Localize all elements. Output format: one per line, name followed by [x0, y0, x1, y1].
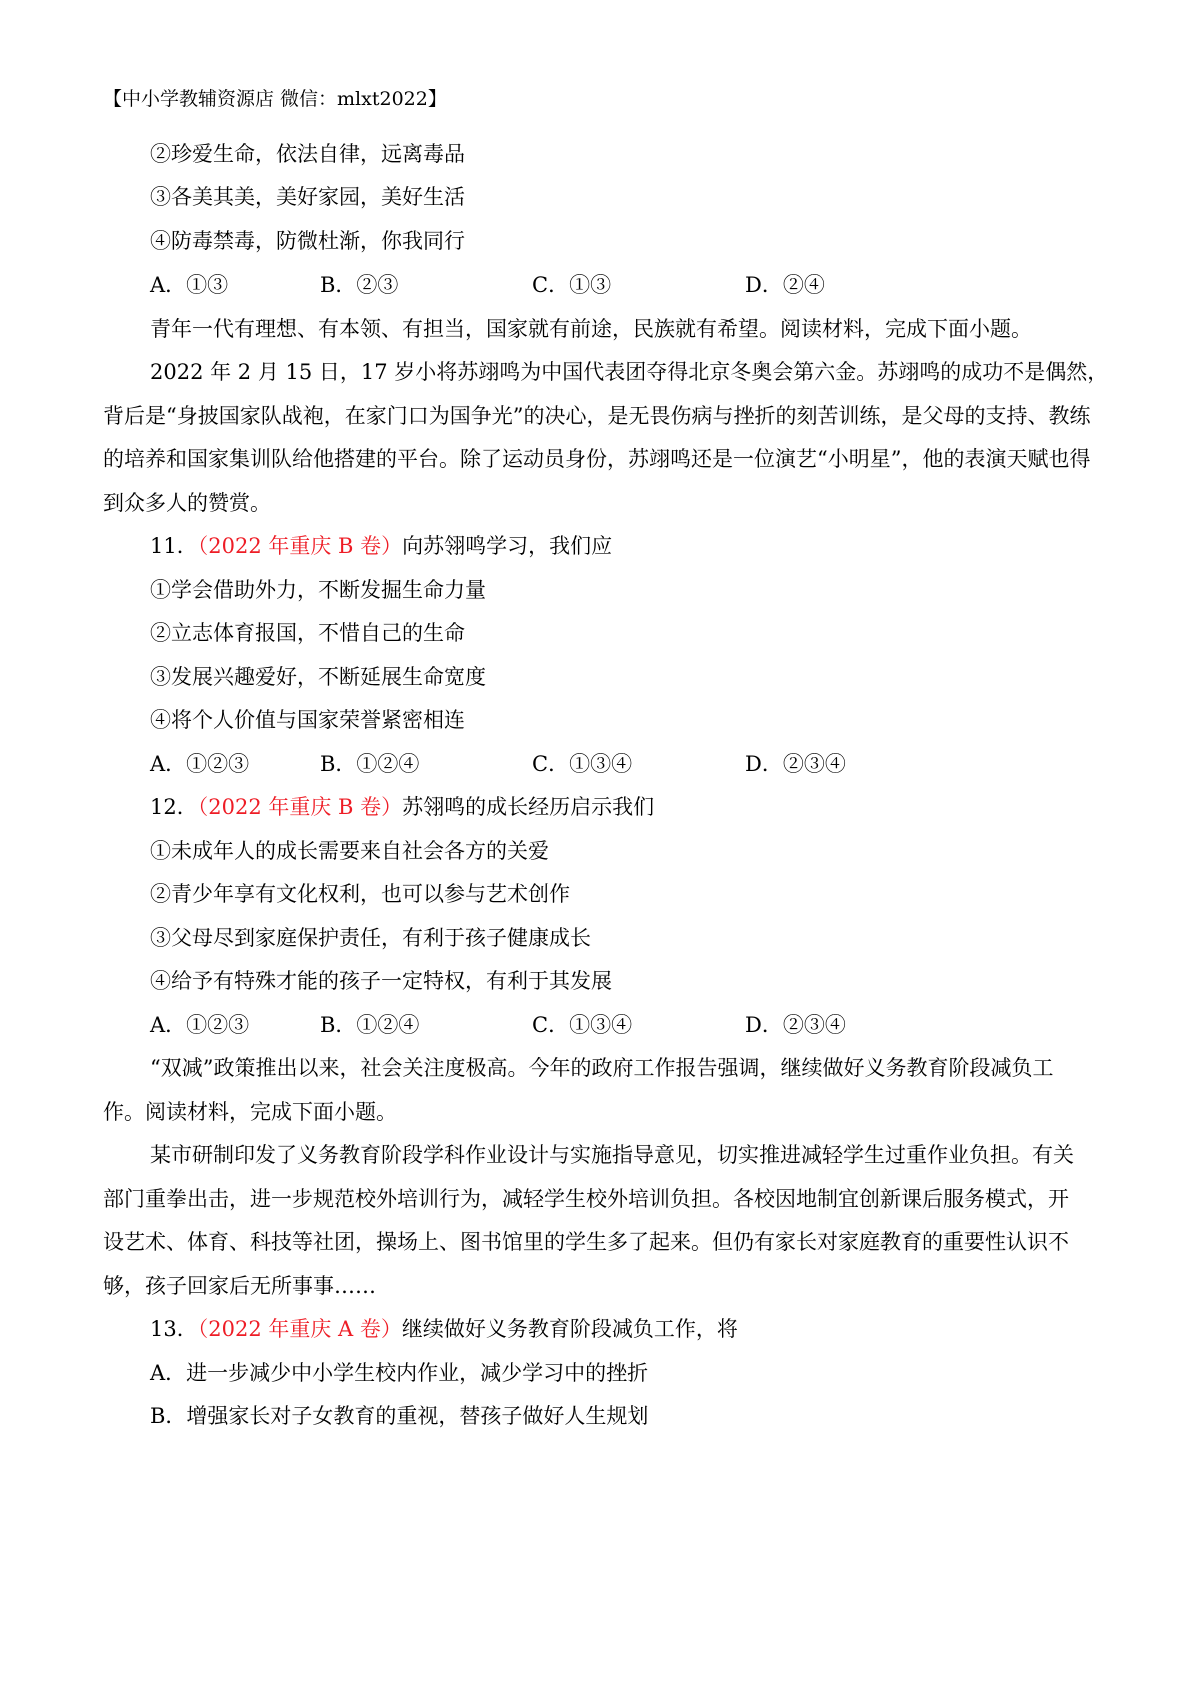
reading-intro: “双减”政策推出以来，社会关注度极高。今年的政府工作报告强调，继续做好义务教育阶段减负工 — [150, 1056, 1054, 1080]
question-stem: 向苏翎鸣学习，我们应 — [402, 534, 613, 558]
choice-b: B．①②④ — [320, 752, 420, 776]
option-item: ④防毒禁毒，防微杜渐，你我同行 — [150, 229, 465, 253]
choice-b: B．①②④ — [320, 1013, 420, 1037]
option-item: ④给予有特殊才能的孩子一定特权，有利于其发展 — [150, 969, 612, 993]
choice-d: D．②③④ — [745, 752, 846, 776]
choice-d: D．②④ — [745, 273, 825, 297]
reading-intro: 青年一代有理想、有本领、有担当，国家就有前途，民族就有希望。阅读材料，完成下面小题。 — [150, 317, 1032, 341]
choice-c: C．①③ — [532, 273, 612, 297]
option-item: ③发展兴趣爱好，不断延展生命宽度 — [150, 665, 486, 689]
question-number: 13． — [150, 1317, 198, 1341]
material-line: 设艺术、体育、科技等社团，操场上、图书馆里的学生多了起来。但仍有家长对家庭教育的重要性认识不 — [103, 1230, 1069, 1254]
option-item: ②珍爱生命，依法自律，远离毒品 — [150, 142, 465, 166]
choice-a: A．①②③ — [150, 1013, 250, 1037]
choice-a: A．①②③ — [150, 752, 250, 776]
question-12 — [150, 792, 654, 822]
choice-d: D．②③④ — [745, 1013, 846, 1037]
question-source: （2022 年重庆 B 卷） — [197, 795, 403, 819]
choice-a: A．①③ — [150, 273, 229, 297]
material-line: 部门重拳出击，进一步规范校外培训行为，减轻学生校外培训负担。各校因地制宜创新课后服务模式，开 — [103, 1187, 1069, 1211]
option-item: B．增强家长对子女教育的重视，替孩子做好人生规划 — [150, 1404, 649, 1428]
material-line: 2022 年 2 月 15 日，17 岁小将苏翊鸣为中国代表团夺得北京冬奥会第六金。苏翊鸣的成功不是偶然， — [150, 360, 1109, 384]
choice-c: C．①③④ — [532, 1013, 633, 1037]
material-line: 某市研制印发了义务教育阶段学科作业设计与实施指导意见，切实推进减轻学生过重作业负担。有关 — [150, 1143, 1074, 1167]
question-stem: 继续做好义务教育阶段减负工作，将 — [401, 1317, 738, 1341]
choice-c: C．①③④ — [532, 752, 633, 776]
material-line: 背后是“身披国家队战袍，在家门口为国争光”的决心，是无畏伤病与挫折的刻苦训练，是父母的支持、教练 — [103, 404, 1091, 428]
option-item: ②立志体育报国，不惜自己的生命 — [150, 621, 465, 645]
option-item: ③父母尽到家庭保护责任，有利于孩子健康成长 — [150, 926, 591, 950]
question-number: 11． — [150, 534, 198, 558]
question-source: （2022 年重庆 A 卷） — [197, 1317, 402, 1341]
question-number: 12． — [150, 795, 198, 819]
page-header: 【中小学教辅资源店 微信：mlxt2022】 — [103, 88, 447, 110]
choice-b: B．②③ — [320, 273, 399, 297]
option-item: ②青少年享有文化权利，也可以参与艺术创作 — [150, 882, 570, 906]
option-item: ③各美其美，美好家园，美好生活 — [150, 185, 465, 209]
question-13 — [150, 1314, 738, 1344]
question-11 — [150, 531, 612, 561]
material-line: 够，孩子回家后无所事事…… — [103, 1274, 376, 1298]
option-item: ④将个人价值与国家荣誉紧密相连 — [150, 708, 465, 732]
reading-intro: 作。阅读材料，完成下面小题。 — [103, 1100, 397, 1124]
question-stem: 苏翎鸣的成长经历启示我们 — [402, 795, 655, 819]
option-item: ①学会借助外力，不断发掘生命力量 — [150, 578, 486, 602]
question-source: （2022 年重庆 B 卷） — [197, 534, 403, 558]
option-item: ①未成年人的成长需要来自社会各方的关爱 — [150, 839, 549, 863]
option-item: A．进一步减少中小学生校内作业，减少学习中的挫折 — [150, 1361, 649, 1385]
material-line: 到众多人的赞赏。 — [103, 491, 271, 515]
material-line: 的培养和国家集训队给他搭建的平台。除了运动员身份，苏翊鸣还是一位演艺“小明星”，他的表演天赋也得 — [103, 447, 1091, 471]
